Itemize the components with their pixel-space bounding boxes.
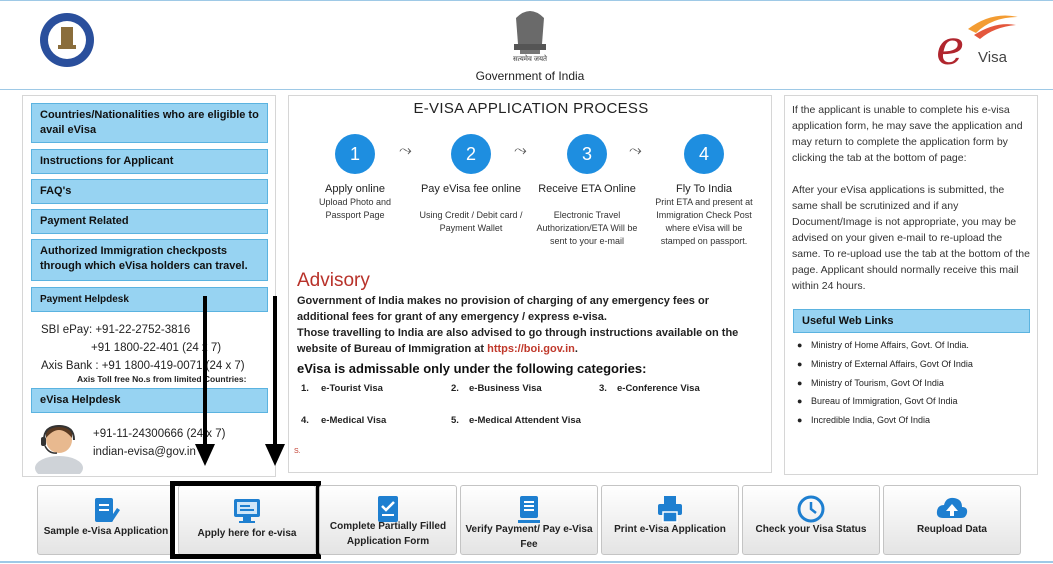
advisory-para-2	[297, 325, 757, 357]
link-incredible-india[interactable]: Incredible India, Govt Of India	[811, 415, 931, 425]
step-1-title: Apply online	[325, 183, 385, 195]
advisory-para-2-text: Those travelling to India are also advised to go through instructions available on the website of Bureau of Immigration at	[297, 327, 739, 355]
apply-evisa-label: Apply here for e-visa	[197, 528, 297, 539]
reupload-info: After your eVisa applications is submitted, the same shall be scrutinized and if any Document/Image is not appropriate, you may be advised on your given e-mail to re-upload the same. To re-upload use the tab at the bottom of the page. Applicant should normally receive this mail within 24 hours.	[792, 184, 1030, 292]
step-1-circle: 1	[335, 134, 375, 174]
government-of-india-label: Government of India	[475, 69, 585, 83]
right-panel	[784, 95, 1038, 475]
step-4-desc: Print ETA and present at Immigration Check Post where eVisa will be stamped on passport.	[655, 197, 753, 246]
evisa-helpdesk-phone: +91-11-24300666 (24 x 7)	[93, 428, 226, 440]
category-emedical-attendant: e-Medical Attendent Visa	[469, 415, 581, 426]
footer-divider	[0, 561, 1053, 563]
menu-instructions[interactable]: Instructions for Applicant	[31, 149, 268, 174]
step-3-title: Receive ETA Online	[538, 183, 636, 195]
advisory-para-1: Government of India makes no provision of charging of any emergency fees or additional fees for grant of any emergency / express e-visa.	[297, 295, 709, 323]
category-ebusiness: e-Business Visa	[469, 383, 542, 394]
step-1-desc: Upload Photo and Passport Page	[318, 197, 392, 220]
category-num: 2.	[451, 383, 459, 394]
step-2-desc: Using Credit / Debit card / Payment Wallet	[419, 210, 523, 233]
site-header	[0, 0, 1053, 90]
step-2-title: Pay eVisa fee online	[420, 183, 522, 195]
step-3-circle: 3	[567, 134, 607, 174]
evisa-logo-e: e	[936, 20, 965, 76]
process-title: E-VISA APPLICATION PROCESS	[413, 100, 649, 117]
complete-partial-form-label: Complete Partially Filled Application Form	[329, 521, 447, 547]
categories-heading: eVisa is admissable only under the following categories:	[297, 361, 647, 376]
category-num: 3.	[599, 383, 607, 394]
bullet-icon: ●	[797, 396, 803, 406]
link-mea[interactable]: Ministry of External Affairs, Govt Of India	[811, 359, 973, 369]
complete-partial-form-button[interactable]	[319, 485, 457, 555]
category-num: 5.	[451, 415, 459, 426]
axis-tollfree-note: Axis Toll free No.s from limited Countries:	[77, 374, 247, 384]
menu-payment-related[interactable]: Payment Related	[31, 209, 268, 234]
evisa-logo	[932, 9, 1022, 84]
category-econference: e-Conference Visa	[617, 383, 700, 394]
category-num: 1.	[301, 383, 309, 394]
reupload-data-label: Reupload Data	[916, 524, 987, 535]
advisory-link-suffix: .	[574, 343, 578, 355]
step-3-desc: Electronic Travel Authorization/ETA Will be sent to your e-mail	[536, 210, 638, 246]
link-mha[interactable]: Ministry of Home Affairs, Govt. Of India.	[811, 340, 969, 350]
bullet-icon: ●	[797, 415, 803, 425]
center-panel	[288, 95, 772, 473]
menu-eligible-countries[interactable]: Countries/Nationalities who are eligible to avail eVisa	[31, 103, 268, 143]
sample-evisa-label: Sample e-Visa Application	[43, 526, 169, 537]
print-evisa-button[interactable]	[601, 485, 739, 555]
useful-links-heading: Useful Web Links	[793, 309, 1030, 333]
left-panel	[22, 95, 276, 477]
sample-evisa-button[interactable]	[37, 485, 175, 555]
category-emedical: e-Medical Visa	[321, 415, 387, 426]
bullet-icon: ●	[797, 359, 803, 369]
category-num: 4.	[301, 415, 309, 426]
print-evisa-label: Print e-Visa Application	[614, 524, 726, 535]
step-4-title: Fly To India	[675, 183, 733, 195]
helpdesk-agent-icon	[31, 418, 87, 479]
bullet-icon: ●	[797, 378, 803, 388]
sbi-epay-phone: SBI ePay: +91-22-2752-3816	[41, 324, 191, 336]
payment-helpdesk-heading: Payment Helpdesk	[31, 287, 268, 312]
save-application-info: If the applicant is unable to complete his e-visa application form, he may save the application and may return to complete the application form by clicking the tab at the bottom of page:	[792, 104, 1023, 164]
step-arrow-icon: ⤳	[629, 142, 642, 159]
step-2-circle: 2	[451, 134, 491, 174]
highlight-annotation-box	[170, 481, 321, 559]
emblem-motto: सत्यमेव जयते	[512, 56, 548, 63]
check-visa-status-button[interactable]	[742, 485, 880, 555]
advisory-title: Advisory	[297, 270, 370, 291]
axis-bank-phone: Axis Bank : +91 1800-419-0071 (24 x 7)	[41, 360, 245, 372]
verify-payment-label: Verify Payment/ Pay e-Visa Fee	[465, 524, 593, 550]
evisa-helpdesk-heading: eVisa Helpdesk	[31, 388, 268, 413]
evisa-logo-text: Visa	[978, 49, 1007, 66]
step-arrow-icon: ⤳	[399, 142, 412, 159]
menu-immigration-checkposts[interactable]: Authorized Immigration checkposts through which eVisa holders can travel.	[31, 239, 268, 281]
reupload-data-button[interactable]	[883, 485, 1021, 555]
category-etourist: e-Tourist Visa	[321, 383, 383, 394]
check-visa-status-label: Check your Visa Status	[755, 524, 867, 535]
step-arrow-icon: ⤳	[514, 142, 527, 159]
step-4-circle: 4	[684, 134, 724, 174]
boi-link[interactable]: https://boi.gov.in	[487, 343, 575, 355]
annotation-arrow-icon	[195, 296, 215, 473]
bullet-icon: ●	[797, 340, 803, 350]
annotation-arrow-icon	[265, 296, 285, 473]
verify-payment-button[interactable]	[460, 485, 598, 555]
link-boi[interactable]: Bureau of Immigration, Govt Of India	[811, 396, 958, 406]
evisa-helpdesk-email[interactable]: indian-evisa@gov.in	[93, 446, 196, 458]
link-tourism[interactable]: Ministry of Tourism, Govt Of India	[811, 378, 944, 388]
sbi-tollfree-phone: +91 1800-22-401 (24 x 7)	[91, 342, 222, 354]
menu-faqs[interactable]: FAQ's	[31, 179, 268, 204]
footnote-mark: S.	[294, 448, 301, 455]
immigration-emblem-icon	[38, 11, 96, 74]
